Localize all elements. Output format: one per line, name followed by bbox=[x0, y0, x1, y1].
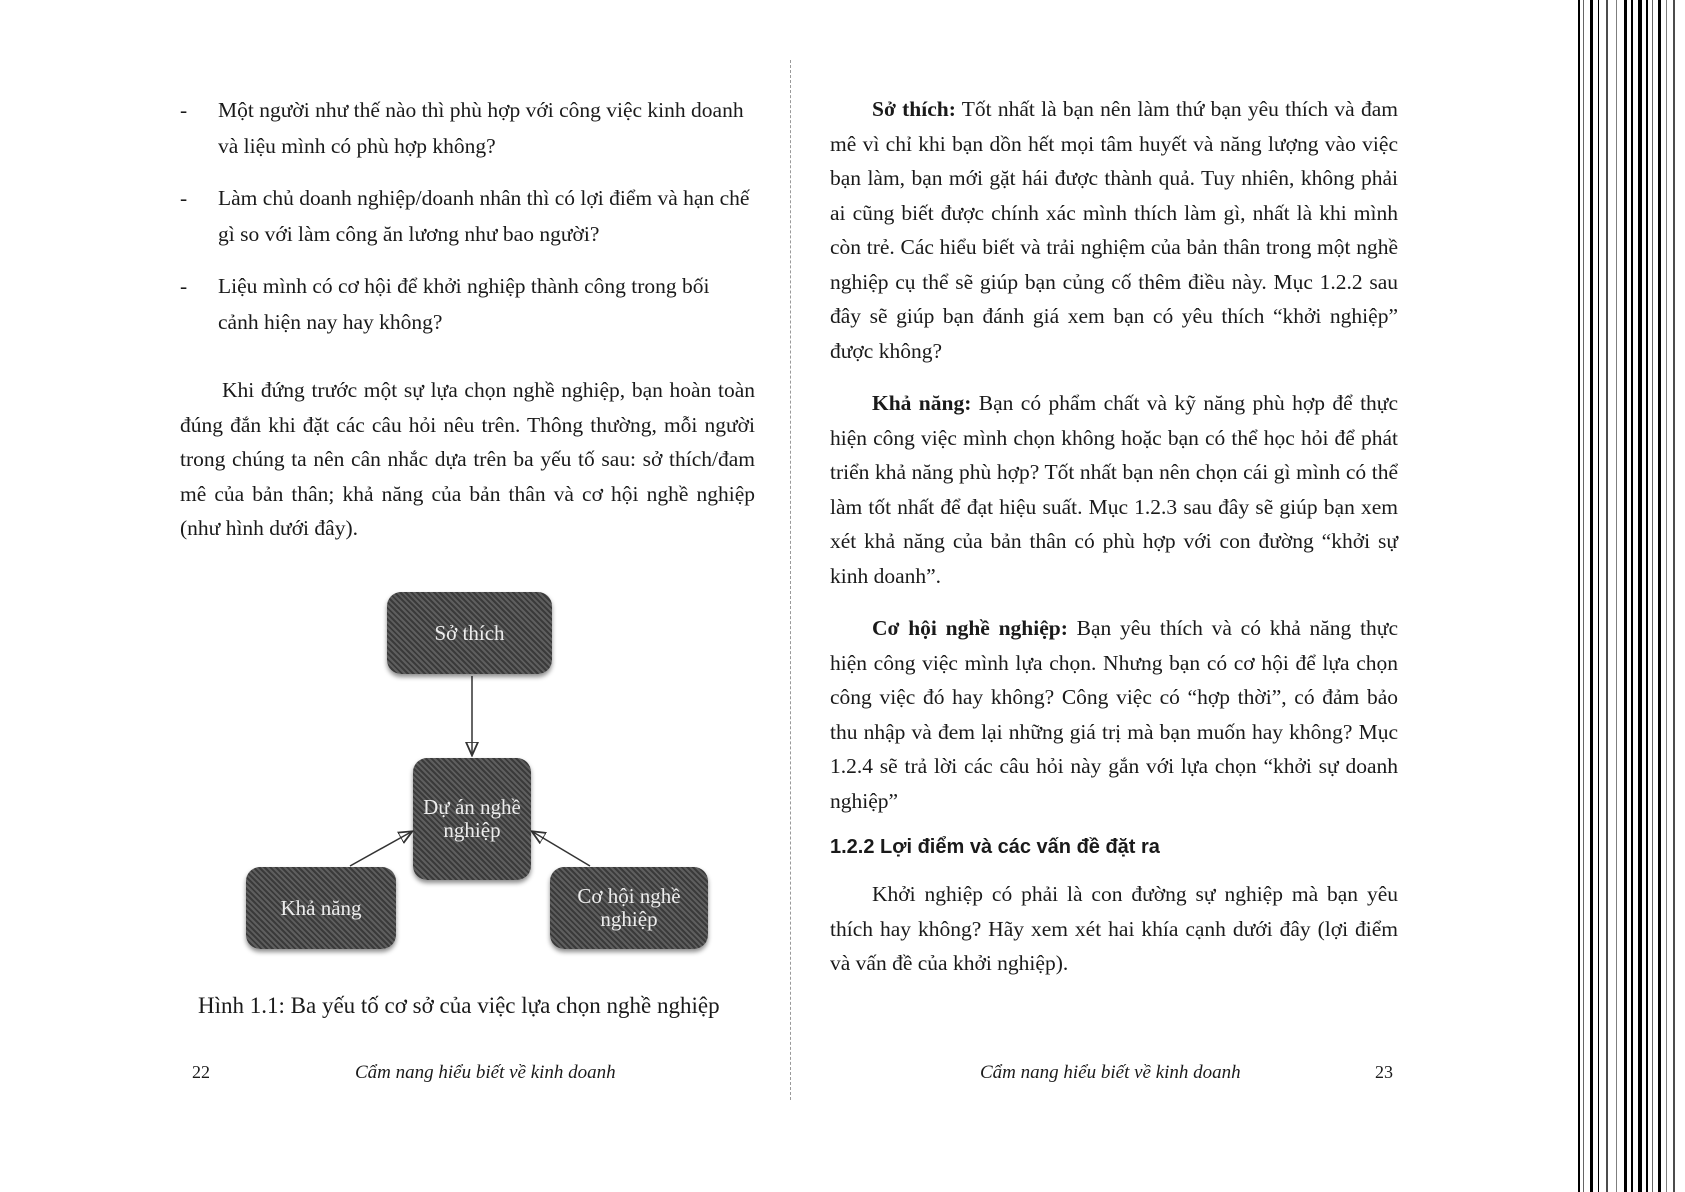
intro-paragraph: Khi đứng trước một sự lựa chọn nghề nghiệp, bạn hoàn toàn đúng đắn khi đặt các câu hỏi nêu trên. Thông thường, mỗi người trong chúng ta nên cân nhắc dựa trên ba yếu tố sau: sở thích/đam mê của bản thân; khả năng của bản thân và cơ hội nghề nghiệp (như hình dưới đây). bbox=[180, 378, 755, 540]
paragraph-so-thich bbox=[830, 92, 1398, 368]
career-factors-diagram bbox=[200, 580, 740, 970]
paragraph-text: Tốt nhất là bạn nên làm thứ bạn yêu thích và đam mê vì chỉ khi bạn dồn hết mọi tâm huyết và năng lượng vào việc bạn làm, bạn mới gặt hái được thành quả. Tuy nhiên, không phải ai cũng biết được chính xác mình thích làm gì, nhất là khi mình còn trẻ. Các hiểu biết và trải nghiệm của bản thân trong một nghề nghiệp cụ thể sẽ giúp bạn củng cố thêm điều này. Mục 1.2.2 sau đây sẽ giúp bạn đánh giá xem bạn có yêu thích “khởi nghiệp” được không? bbox=[830, 97, 1398, 363]
node-co-hoi-nghe-nghiep: Cơ hội nghề nghiệp bbox=[550, 867, 708, 949]
page-number: 22 bbox=[192, 1062, 210, 1082]
node-so-thich: Sở thích bbox=[387, 592, 552, 674]
right-page-body bbox=[830, 92, 1398, 999]
scan-stripe bbox=[1578, 0, 1580, 1192]
running-footer: Cẩm nang hiểu biết về kinh doanh bbox=[980, 1062, 1241, 1083]
node-du-an-nghe-nghiep: Dự án nghề nghiệp bbox=[413, 758, 531, 880]
scan-stripe bbox=[1616, 0, 1617, 1192]
final-paragraph: Khởi nghiệp có phải là con đường sự nghiệp mà bạn yêu thích hay không? Hãy xem xét hai khía cạnh dưới đây (lợi điểm và vấn đề của khởi nghiệp). bbox=[830, 882, 1398, 975]
bullet-text: Liệu mình có cơ hội để khởi nghiệp thành công trong bối cảnh hiện nay hay không? bbox=[218, 274, 710, 334]
scan-stripe bbox=[1598, 0, 1599, 1192]
figure-caption: Hình 1.1: Ba yếu tố cơ sở của việc lựa chọn nghề nghiệp bbox=[198, 993, 720, 1018]
paragraph-co-hoi bbox=[830, 611, 1398, 818]
paragraph-kha-nang bbox=[830, 386, 1398, 593]
bullet-marker: - bbox=[180, 98, 188, 122]
term-kha-nang: Khả năng: bbox=[872, 391, 972, 415]
left-page bbox=[0, 0, 790, 1192]
term-so-thich: Sở thích: bbox=[872, 97, 956, 121]
page-number: 23 bbox=[1375, 1062, 1393, 1082]
right-page bbox=[790, 0, 1685, 1192]
scan-stripe bbox=[1631, 0, 1633, 1192]
node-kha-nang: Khả năng bbox=[246, 867, 396, 949]
scan-stripe bbox=[1673, 0, 1675, 1192]
bullet-marker: - bbox=[180, 274, 188, 298]
bullet-text: Làm chủ doanh nghiệp/doanh nhân thì có lợi điểm và hạn chế gì so với làm công ăn lương như bao người? bbox=[218, 186, 750, 246]
bullet-text: Một người như thế nào thì phù hợp với công việc kinh doanh và liệu mình có phù hợp không? bbox=[218, 98, 744, 158]
bullet-item bbox=[180, 180, 755, 252]
scan-stripe bbox=[1658, 0, 1661, 1192]
running-footer: Cẩm nang hiểu biết về kinh doanh bbox=[355, 1062, 616, 1083]
bullet-item bbox=[180, 268, 755, 340]
term-co-hoi: Cơ hội nghề nghiệp: bbox=[872, 616, 1068, 640]
bullet-list bbox=[180, 92, 755, 356]
scan-stripe bbox=[1583, 0, 1584, 1192]
bullet-item bbox=[180, 92, 755, 164]
scan-stripe bbox=[1624, 0, 1627, 1192]
scan-stripe bbox=[1666, 0, 1667, 1192]
scan-stripe bbox=[1638, 0, 1642, 1192]
scan-stripe bbox=[1652, 0, 1653, 1192]
bullet-marker: - bbox=[180, 186, 188, 210]
scan-stripe bbox=[1646, 0, 1648, 1192]
scan-stripe bbox=[1606, 0, 1608, 1192]
paragraph-text: Bạn yêu thích và có khả năng thực hiện công việc mình lựa chọn. Nhưng bạn có cơ hội để lựa chọn công việc đó hay không? Công việc có “hợp thời”, có đảm bảo thu nhập và đem lại những giá trị mà bạn muốn hay không? Mục 1.2.4 sẽ trả lời các câu hỏi này gắn với lựa chọn “khởi sự doanh nghiệp” bbox=[830, 616, 1398, 813]
arrow-left-to-center bbox=[350, 832, 411, 866]
arrow-right-to-center bbox=[533, 832, 590, 866]
section-heading: 1.2.2 Lợi điểm và các vấn đề đặt ra bbox=[830, 836, 1160, 858]
scanner-edge-stripes bbox=[1578, 0, 1685, 1192]
scan-stripe bbox=[1590, 0, 1593, 1192]
paragraph-text: Bạn có phẩm chất và kỹ năng phù hợp để thực hiện công việc mình chọn không hoặc bạn có thể học hỏi để phát triển khả năng phù hợp? Tốt nhất bạn nên chọn cái gì mình có thể làm tốt nhất để đạt hiệu suất. Mục 1.2.3 sau đây sẽ giúp bạn xem xét khả năng của bản thân có phù hợp với con đường “khởi sự kinh doanh”. bbox=[830, 391, 1398, 588]
